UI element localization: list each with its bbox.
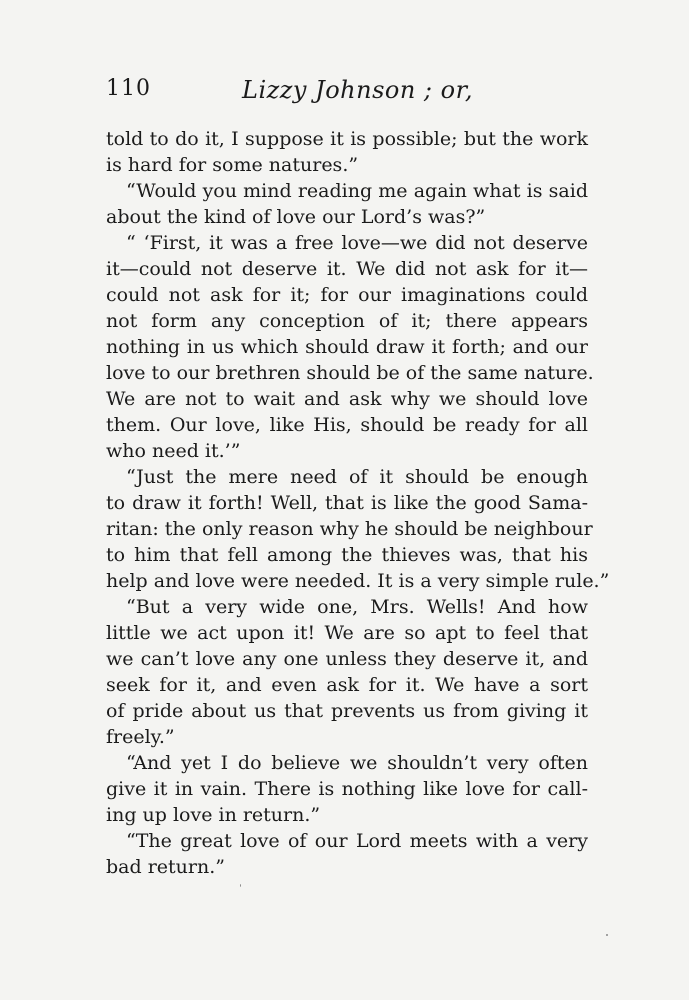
text-line: give it in vain. There is nothing like love for call- (106, 778, 588, 800)
text-line: is hard for some natures.” (106, 154, 359, 176)
text-line: love to our brethren should be of the same nature. (106, 362, 594, 384)
text-line: freely.” (106, 726, 175, 748)
text-line: seek for it, and even ask for it. We have a sort (106, 674, 588, 696)
text-line: told to do it, I suppose it is possible; but the work (106, 128, 588, 150)
text-line: little we act upon it! We are so apt to feel that (106, 622, 588, 644)
text-line: “ ‘First, it was a free love—we did not deserve (126, 232, 588, 254)
text-line: about the kind of love our Lord’s was?” (106, 206, 486, 228)
text-line: “The great love of our Lord meets with a very (126, 830, 588, 852)
text-line: to him that fell among the thieves was, that his (106, 544, 588, 566)
text-line: who need it.’” (106, 440, 241, 462)
text-line: to draw it forth! Well, that is like the good Sama- (106, 492, 588, 514)
text-line: we can’t love any one unless they deserve it, and (106, 648, 588, 670)
text-line: ing up love in return.” (106, 804, 321, 826)
page-number: 110 (106, 76, 151, 101)
page-speck (240, 884, 241, 887)
text-line: “Just the mere need of it should be enough (126, 466, 588, 488)
running-title: Lizzy Johnson ; or, (242, 76, 474, 104)
text-line: of pride about us that prevents us from giving it (106, 700, 588, 722)
text-line: it—could not deserve it. We did not ask for it— (106, 258, 588, 280)
text-line: “Would you mind reading me again what is said (126, 180, 588, 202)
text-line: not form any conception of it; there appears (106, 310, 588, 332)
text-line: “But a very wide one, Mrs. Wells! And how (126, 596, 588, 618)
text-line: nothing in us which should draw it forth; and our (106, 336, 588, 358)
text-line: “And yet I do believe we shouldn’t very often (126, 752, 588, 774)
page-header (106, 76, 586, 110)
page-speck (606, 934, 608, 936)
text-line: them. Our love, like His, should be ready for all (106, 414, 588, 436)
text-line: help and love were needed. It is a very simple rule.” (106, 570, 610, 592)
body-text (106, 126, 610, 880)
text-line: ritan: the only reason why he should be neighbour (106, 518, 593, 540)
text-line: bad return.” (106, 856, 225, 878)
text-line: We are not to wait and ask why we should love (106, 388, 588, 410)
text-line: could not ask for it; for our imaginations could (106, 284, 588, 306)
